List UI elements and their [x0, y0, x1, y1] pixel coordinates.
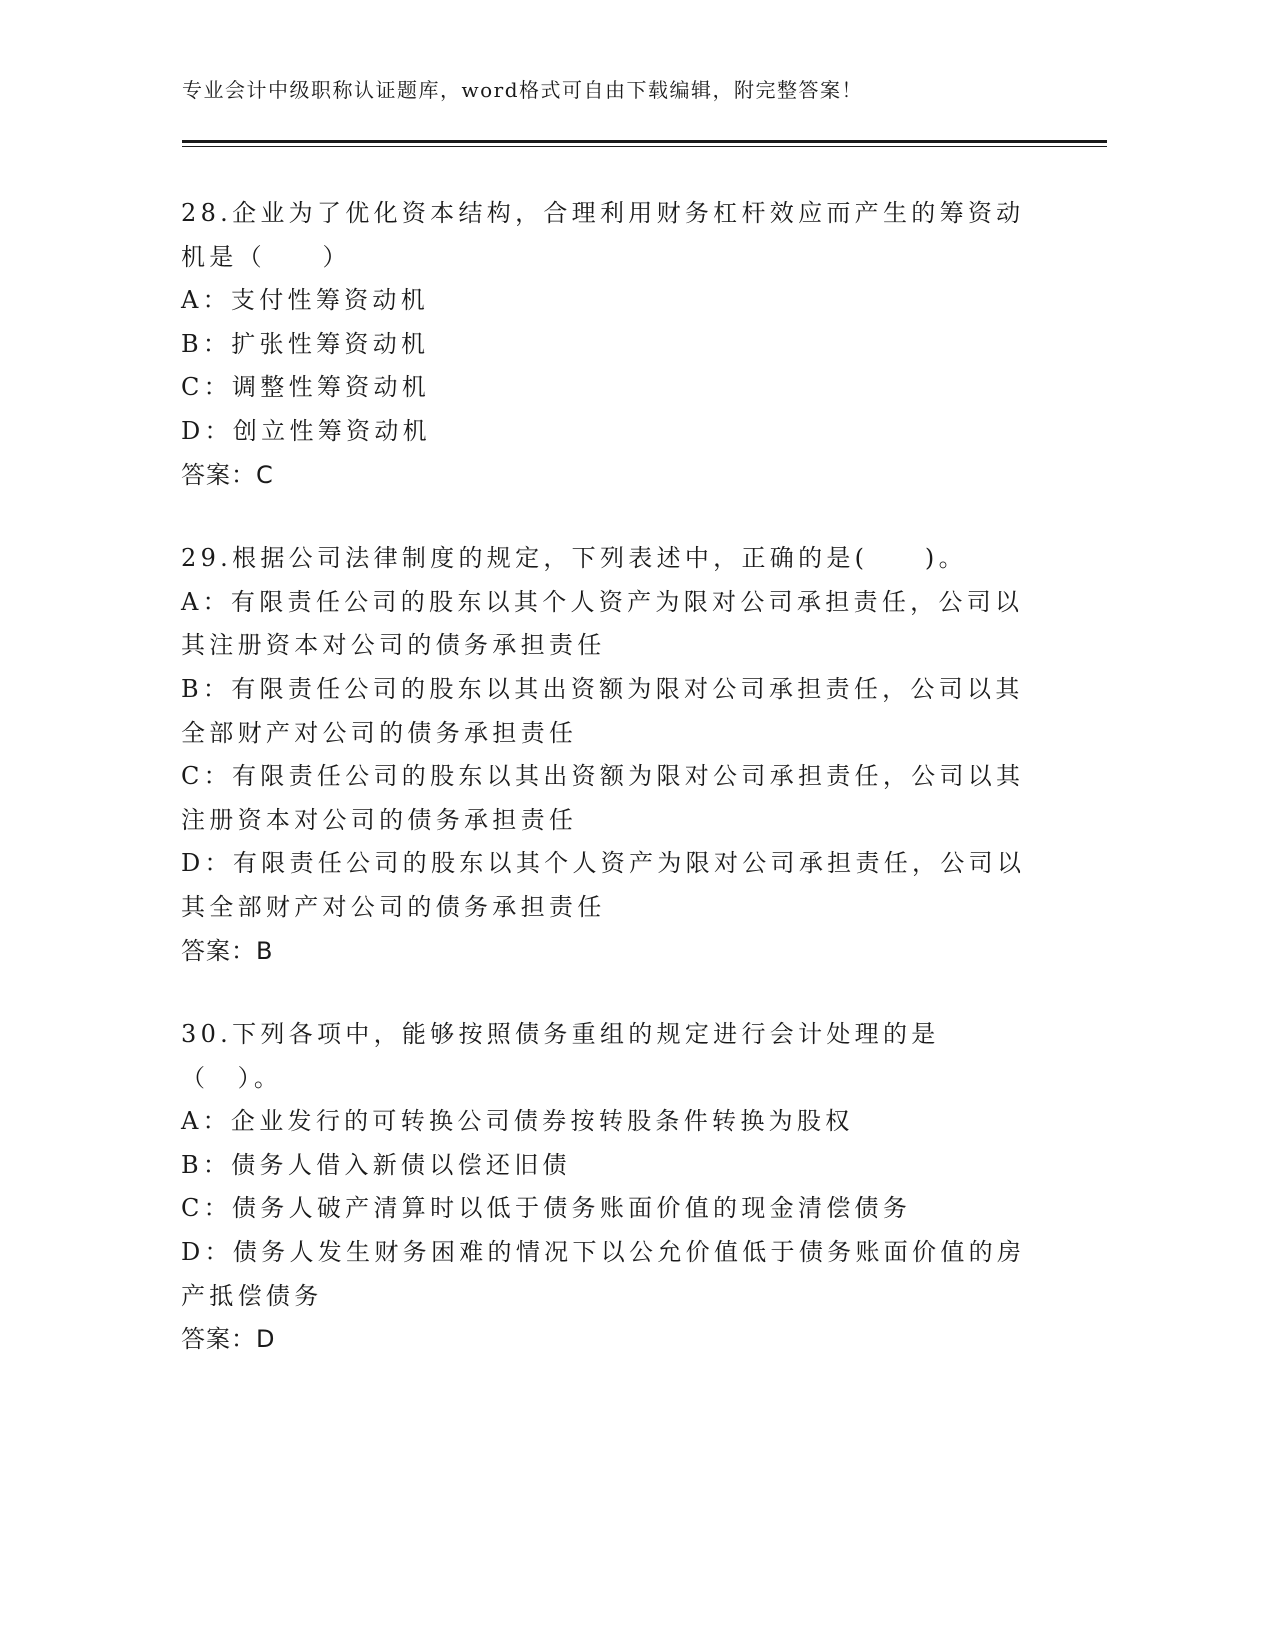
question-list: [181, 192, 1031, 1402]
header-rule-thick: [182, 140, 1107, 143]
option-b: B：有限责任公司的股东以其出资额为限对公司承担责任，公司以其全部财产对公司的债务承担责任: [181, 674, 1024, 747]
option-b: B：扩张性筹资动机: [181, 329, 430, 358]
answer-line: 答案：C: [181, 460, 274, 489]
option-a: A：企业发行的可转换公司债券按转股条件转换为股权: [181, 1107, 854, 1136]
option-c: C：有限责任公司的股东以其出资额为限对公司承担责任，公司以其注册资本对公司的债务承担责任: [181, 762, 1025, 834]
option-d: D：债务人发生财务困难的情况下以公允价值低于债务账面价值的房产抵偿债务: [181, 1238, 1026, 1310]
answer-line: 答案：B: [181, 936, 274, 965]
question-28: [181, 192, 1031, 497]
option-d: D：创立性筹资动机: [181, 416, 431, 445]
question-29: [181, 537, 1031, 973]
question-stem: 29.根据公司法律制度的规定，下列表述中，正确的是( )。: [181, 544, 967, 573]
question-stem: 28.企业为了优化资本结构，合理利用财务杠杆效应而产生的筹资动机是（ ）: [181, 199, 1025, 271]
header-rule-thin: [182, 146, 1107, 147]
option-c: C：债务人破产清算时以低于债务账面价值的现金清偿债务: [181, 1194, 912, 1223]
answer-line: 答案：D: [181, 1325, 276, 1354]
question-stem: 30.下列各项中，能够按照债务重组的规定进行会计处理的是（ ）。: [181, 1020, 940, 1092]
option-b: B：债务人借入新债以偿还旧债: [181, 1150, 571, 1179]
option-c: C：调整性筹资动机: [181, 373, 431, 402]
option-a: A：有限责任公司的股东以其个人资产为限对公司承担责任，公司以其注册资本对公司的债务承担责任: [181, 587, 1024, 660]
page-header: 专业会计中级职称认证题库，word格式可自由下载编辑，附完整答案！: [182, 78, 864, 102]
option-d: D：有限责任公司的股东以其个人资产为限对公司承担责任，公司以其全部财产对公司的债务承担责任: [181, 849, 1026, 921]
question-30: [181, 1013, 1031, 1362]
option-a: A：支付性筹资动机: [181, 286, 430, 315]
